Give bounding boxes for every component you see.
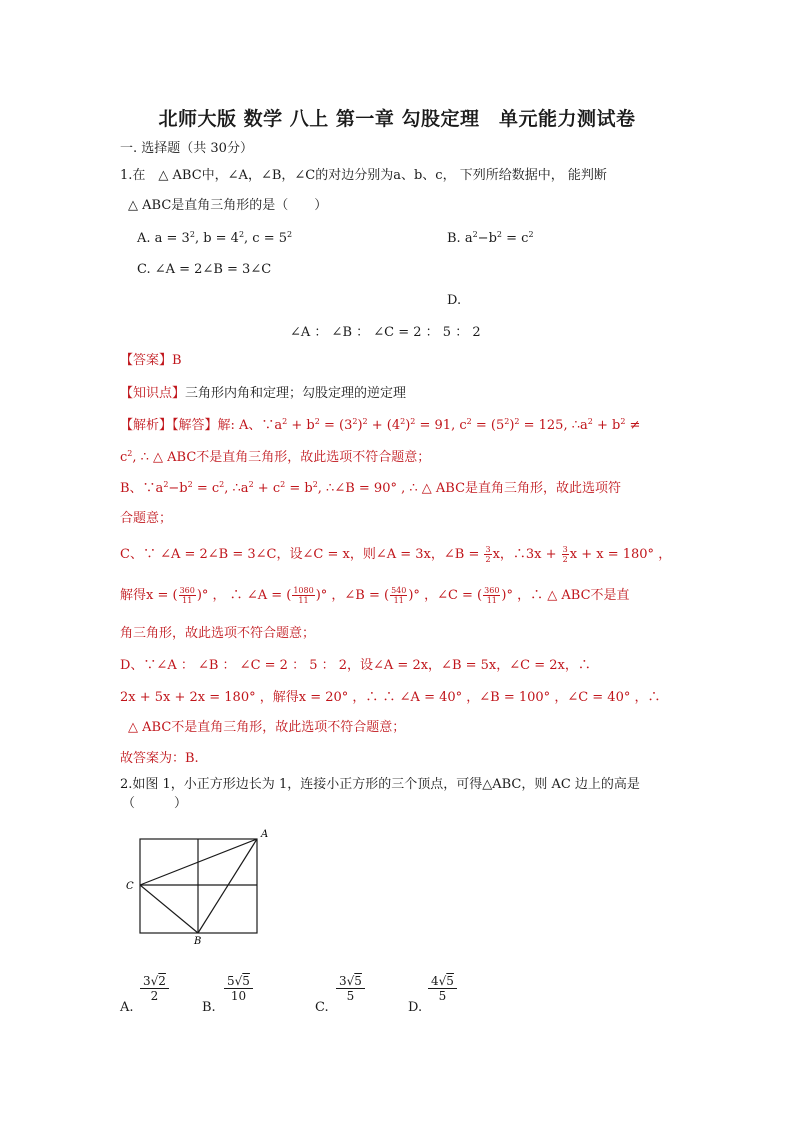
q2-stem-line1: 2.如图 1，小正方形边长为 1，连接小正方形的三个顶点，可得△ABC，则 AC 边上的高是 — [120, 777, 640, 792]
side-ab — [198, 839, 257, 933]
q1-knowledge — [120, 384, 406, 404]
q1-stem-line2: △ ABC是直角三角形的是（ ） — [128, 198, 328, 213]
section-heading: 一. 选择题（共 30分） — [120, 141, 253, 156]
side-cb — [140, 885, 198, 933]
fraction-3-2: $\frac{3}{2}$ — [485, 545, 491, 564]
grid-triangle-figure — [120, 822, 280, 947]
q2-stem-line2: （ ） — [122, 796, 188, 811]
knowledge-text: 三角形内角和定理；勾股定理的逆定理 — [185, 386, 407, 401]
q1-analysis-b-line2: 合题意； — [120, 511, 173, 526]
q2-option-c-label: C. — [315, 1000, 329, 1015]
q2-option-a-value: 3√2 2 — [140, 974, 169, 1003]
q1-option-c: C. ∠A = 2∠B = 3∠C — [137, 262, 272, 277]
q1-conclusion: 故答案为：B. — [120, 751, 199, 766]
q1-analysis-c-line2: 解得x = ( $\frac{360}{11}$ )° ， ∴ ∠A = ( $\frac{1080}{11}$ )° ，∠B = ( $\frac{540}{11}$ )° ，∠C = ( $\frac{360}{11}$ )° ，∴ △ ABC不是直 — [120, 586, 630, 605]
q1-analysis-d-line2: 2x + 5x + 2x = 180° ，解得x = 20° ，∴ ∴ ∠A = 40° ，∠B = 100° ，∠C = 40° ，∴ — [120, 690, 661, 705]
fraction-540-11: $\frac{540}{11}$ — [391, 586, 407, 605]
q1-analysis-a-line2: $c^2$, ∴ △ ABC不是直角三角形，故此选项不符合题意； — [120, 449, 431, 465]
q1-option-a: A. $a = 3^2$, $b = 4^2$, $c = 5^2$ — [137, 230, 293, 246]
fraction-3-2: $\frac{3}{2}$ — [562, 545, 568, 564]
q1-analysis-a-line1: 【解析】【解答】解: A、$\because a^2 + b^2 = (3^2)^2 + (4^2)^2 = 91$, $c^2 = (5^2)^2 = 125$, $\therefore a^2 + b^2$ ≠ — [120, 417, 641, 433]
q1-analysis-c-line3: 角三角形，故此选项不符合题意； — [120, 626, 316, 641]
q1-analysis-d-line1: D、∵∠A ： ∠B ： ∠C = 2 ： 5 ： 2，设∠A = 2x，∠B = 5x，∠C = 2x，∴ — [120, 658, 591, 673]
q1-analysis-b-line1: B、$\because a^2-b^2 = c^2$, $\therefore a^2 + c^2 = b^2$, ∴∠B = 90° , ∴ △ ABC是直角三角形，故此选项符 — [120, 480, 622, 496]
q2-option-d-label: D. — [408, 1000, 423, 1015]
q1-analysis-c-line1: C、∵ ∠A = 2∠B = 3∠C，设∠C = x，则∠A = 3x，∠B = $\frac{3}{2}$ x，∴3x + $\frac{3}{2}$ x + x = 180° ， — [120, 545, 672, 564]
point-label-c: C — [126, 881, 134, 892]
fraction-1080-11: $\frac{1080}{11}$ — [293, 586, 314, 605]
fraction-360-11: $\frac{360}{11}$ — [484, 586, 500, 605]
knowledge-label: 【知识点】 — [120, 386, 186, 401]
fraction-360-11: $\frac{360}{11}$ — [179, 586, 195, 605]
analysis-label: 【解析】【解答】 — [120, 418, 218, 433]
answer-label: 【答案】 — [120, 353, 173, 368]
point-label-a: A — [261, 829, 269, 840]
answer-value: B — [172, 353, 182, 368]
q1-option-d-label: D. — [447, 293, 462, 308]
q2-option-a-label: A. — [120, 1000, 134, 1015]
page-title: 北师大版 数学 八上 第一章 勾股定理 单元能力测试卷 — [158, 108, 636, 130]
q1-stem-line1: 1.在 △ ABC中，∠A，∠B，∠C的对边分别为a、b、c， 下列所给数据中， 能判断 — [120, 168, 607, 183]
q1-analysis-d-line3: △ ABC不是直角三角形，故此选项不符合题意； — [128, 720, 406, 735]
q2-option-d-value: 4√5 5 — [428, 974, 457, 1003]
q1-option-b: B. $a^2-b^2 = c^2$ — [447, 230, 534, 246]
point-label-b: B — [194, 936, 202, 947]
q1-option-d-text: ∠A ： ∠B ： ∠C = 2 ： 5 ： 2 — [290, 325, 481, 340]
q2-option-c-value: 3√5 5 — [336, 974, 365, 1003]
q1-answer — [120, 351, 182, 371]
q2-option-b-value: 5√5 10 — [224, 974, 253, 1003]
q2-option-b-label: B. — [202, 1000, 216, 1015]
